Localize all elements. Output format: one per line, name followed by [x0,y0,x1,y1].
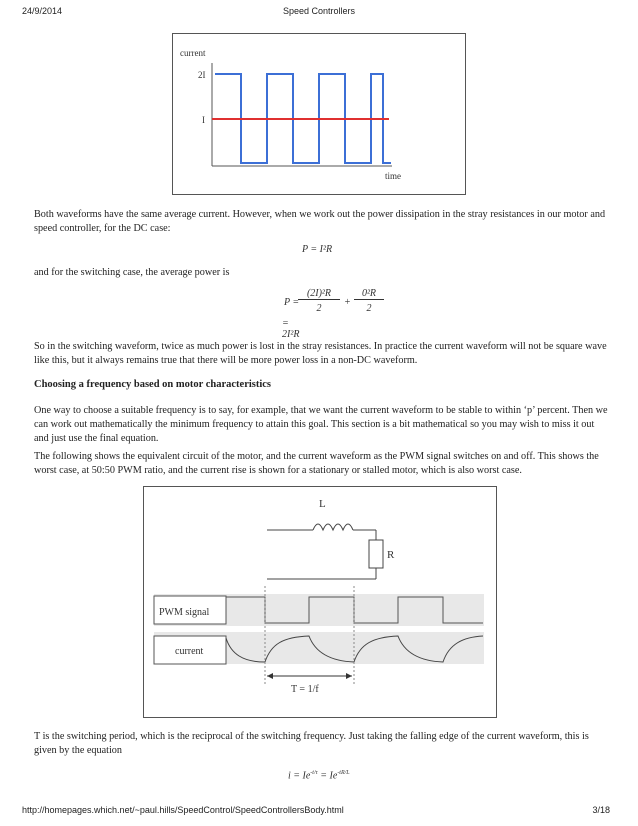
paragraph-choose-frequency: One way to choose a suitable frequency is to say, for example, that we want the current waveform to be stable to within ‘p’ percent. Then we can work out mathematically the minimum frequency to attain this goal. This section is a bit mathematical so you may wish to miss it out and just use the final equation. [34,405,608,444]
footer-page-number: 3/18 [592,805,610,815]
paragraph-equivalent-circuit: The following shows the equivalent circuit of the motor, and the current waveform as the PWM signal switches on and off. This shows the worst case, at 50:50 PWM ratio, and the current rise is shown for a stationary or stalled motor, which is also worst case. [34,451,599,476]
waveform-figure [172,33,466,195]
footer-url[interactable]: http://homepages.which.net/~paul.hills/SpeedControl/SpeedControllersBody.html [22,805,344,815]
paragraph-switching-period: T is the switching period, which is the reciprocal of the switching frequency. Just taking the falling edge of the current waveform, this is given by the equation [34,731,589,756]
eq-numerator-2: 0²R [354,288,384,300]
eq-result: = 2I²R [282,318,300,340]
current-label: current [175,646,204,657]
eq-lhs: P = [284,297,302,308]
eq-numerator-1: (2I)²R [298,288,340,300]
resistor-label: R [387,549,395,561]
eq-current-mid: = Ie [317,770,338,782]
level-2i-label: 2I [198,70,206,80]
level-i-label: I [202,115,205,125]
eq-current-exp2: -tR/L [337,770,350,776]
y-axis-label: current [180,48,206,58]
paragraph-average-current: Both waveforms have the same average current. However, when we work out the power dissipation in the stray resistances in our motor and speed controller, for the DC case: [34,209,606,234]
eq-current-lhs: i = Ie [288,770,311,782]
period-label: T = 1/f [291,684,319,695]
pwm-label: PWM signal [159,607,210,618]
section-heading: Choosing a frequency based on motor characteristics [34,379,272,390]
equation-dc-power: P = I²R [302,244,333,255]
inductor-label: L [319,498,326,510]
eq-current-exp1: -t/τ [310,770,318,776]
paragraph-switching-case: and for the switching case, the average power is [34,267,230,278]
circuit-figure [143,486,497,718]
header-date: 24/9/2014 [22,6,63,16]
paragraph-power-loss: So in the switching waveform, twice as much power is lost in the stray resistances. In practice the current waveform will not be square wave like this, but it always remains true that there will be more power loss in a non-DC waveform. [34,341,607,366]
eq-plus: + [344,297,351,308]
equation-current [288,770,350,781]
x-axis-label: time [385,171,401,181]
eq-denominator-1: 2 [316,303,322,314]
eq-denominator-2: 2 [366,303,372,314]
header-title: Speed Controllers [282,6,356,16]
